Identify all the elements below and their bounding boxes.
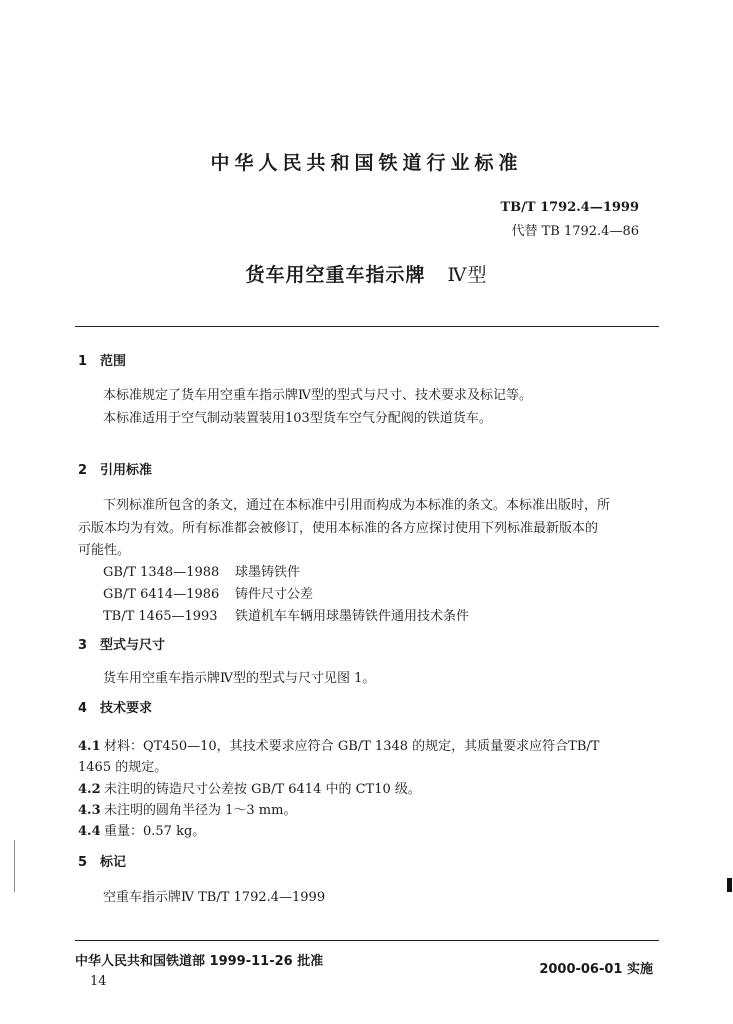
- section-5-heading: [78, 851, 126, 870]
- reference-code: GB/T 1348—1988: [103, 565, 220, 580]
- reference-code: TB/T 1465—1993: [103, 609, 218, 624]
- reference-item: [103, 561, 300, 580]
- section-number: 4: [78, 701, 88, 716]
- section-number: 2: [78, 463, 88, 478]
- section-2-heading: [78, 459, 152, 478]
- section-3-para-1: 货车用空重车指示牌Ⅳ型的型式与尺寸见图 1。: [103, 671, 376, 686]
- section-4-heading: [78, 697, 152, 716]
- clause-item: [78, 735, 599, 754]
- clause-item: [78, 778, 421, 797]
- footer-rule: [75, 940, 659, 941]
- clause-text: 重量：0.57 kg。: [104, 824, 206, 839]
- replaced-standard: 代替 TB 1792.4—86: [511, 224, 639, 239]
- section-title: 型式与尺寸: [100, 638, 166, 653]
- section-2-line-3: 可能性。: [78, 543, 131, 558]
- clause-item: [78, 799, 296, 818]
- clause-continuation: 1465 的规定。: [78, 760, 168, 775]
- section-title: 标记: [100, 855, 127, 870]
- scan-artifact: [14, 840, 15, 892]
- clause-number: 4.4: [78, 824, 101, 839]
- section-2-line-2: 示版本均为有效。所有标准都会被修订，使用本标准的各方应探讨使用下列标准最新版本的: [78, 521, 599, 536]
- document-title: [0, 260, 733, 287]
- effective-date: 2000-06-01 实施: [539, 962, 653, 977]
- scan-artifact: [727, 878, 732, 892]
- approval-line: 中华人民共和国铁道部 1999-11-26 批准: [75, 954, 324, 969]
- clause-number: 4.2: [78, 782, 101, 797]
- header-rule: [75, 326, 659, 327]
- clause-text: 材料：QT450—10，其技术要求应符合 GB/T 1348 的规定，其质量要求应符合TB/T: [104, 739, 600, 754]
- clause-number: 4.3: [78, 803, 101, 818]
- standard-code: TB/T 1792.4—1999: [500, 200, 639, 215]
- section-number: 5: [78, 855, 88, 870]
- reference-code: GB/T 6414—1986: [103, 587, 220, 602]
- reference-item: [103, 583, 313, 602]
- section-3-heading: [78, 634, 165, 653]
- section-title: 引用标准: [100, 463, 153, 478]
- document-title-type: Ⅳ型: [447, 264, 488, 286]
- reference-name: 铁道机车车辆用球墨铸铁件通用技术条件: [235, 609, 470, 624]
- reference-name: 球墨铸铁件: [235, 565, 301, 580]
- page-number: 14: [90, 974, 107, 989]
- section-title: 范围: [100, 354, 127, 369]
- clause-text: 未注明的铸造尺寸公差按 GB/T 6414 中的 CT10 级。: [104, 782, 421, 797]
- section-1-para-1: 本标准规定了货车用空重车指示牌Ⅳ型的型式与尺寸、技术要求及标记等。: [103, 388, 532, 403]
- reference-name: 铸件尺寸公差: [235, 587, 314, 602]
- section-title: 技术要求: [100, 701, 153, 716]
- document-title-main: 货车用空重车指示牌: [245, 264, 426, 286]
- section-5-para-1: 空重车指示牌Ⅳ TB/T 1792.4—1999: [103, 890, 326, 905]
- section-1-heading: [78, 350, 126, 369]
- section-number: 3: [78, 638, 88, 653]
- section-number: 1: [78, 354, 88, 369]
- clause-text: 未注明的圆角半径为 1～3 mm。: [104, 803, 297, 818]
- clause-number: 4.1: [78, 739, 101, 754]
- clause-item: [78, 820, 205, 839]
- issuing-body-title: 中华人民共和国铁道行业标准: [210, 152, 523, 174]
- section-1-para-2: 本标准适用于空气制动装置装用103型货车空气分配阀的铁道货车。: [103, 411, 492, 426]
- reference-item: [103, 605, 469, 624]
- section-2-line-1: 下列标准所包含的条文，通过在本标准中引用而构成为本标准的条文。本标准出版时，所: [103, 498, 611, 513]
